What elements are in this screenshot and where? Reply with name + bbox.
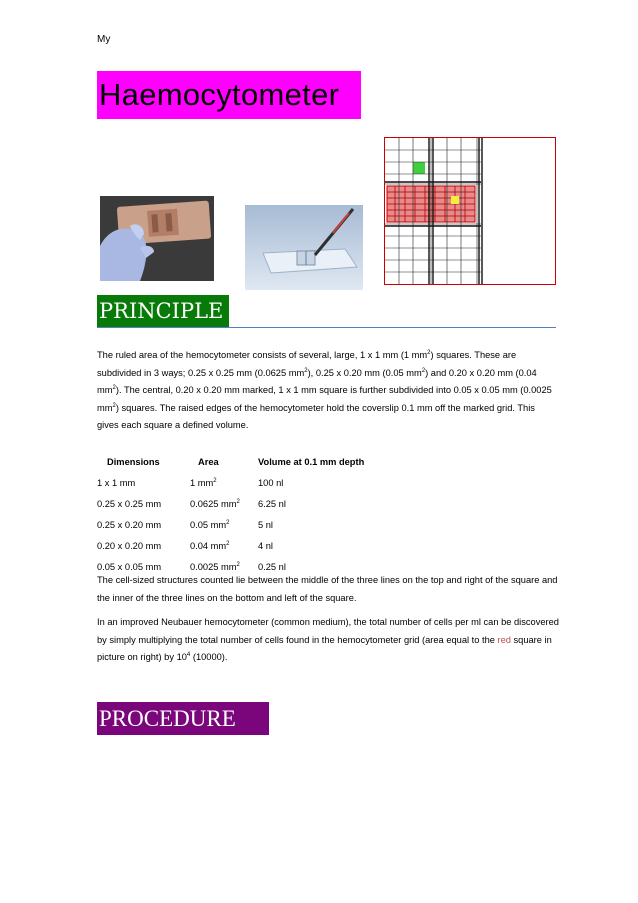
cell-dimensions: 0.25 x 0.25 mm: [97, 498, 162, 509]
document-title: Haemocytometer: [97, 71, 361, 119]
table-header-row: [97, 451, 398, 472]
superscript: 2: [427, 349, 431, 356]
column-header-volume: Volume at 0.1 mm depth: [258, 456, 365, 467]
column-header-area: Area: [198, 456, 219, 467]
cell-count-paragraph: [97, 614, 559, 667]
text-run: ) and 0.20 x 0.20 mm (0.04 mm: [97, 367, 537, 395]
cell-dimensions: 1 x 1 mm: [97, 477, 136, 488]
superscript: 2: [226, 540, 230, 547]
text-run: ), 0.25 x 0.20 mm (0.05 mm: [307, 367, 422, 378]
table-row: [97, 472, 398, 493]
area-text: 0.0025 mm: [190, 561, 237, 572]
superscript: 2: [421, 367, 426, 374]
text-run: In an improved Neubauer hemocytometer (common medium), the total number of cells per ml can be discovered by simply multiplying the total number of cells found in the hemocytometer grid (area equal to the: [97, 617, 559, 645]
counting-rule-paragraph: The cell-sized structures counted lie between the middle of the three lines on the top and right of the square and the inner of the three lines on the bottom and left of the square.: [97, 575, 558, 603]
table-row: [97, 514, 398, 535]
superscript: 2: [213, 477, 217, 484]
cell-volume: 6.25 nl: [258, 498, 286, 509]
text-run: ) squares. These are subdivided in 3 ways; 0.25 x 0.25 mm (0.0625 mm: [97, 350, 517, 378]
table-row: [97, 493, 398, 514]
cell-volume: 4 nl: [258, 540, 273, 551]
area-text: 1 mm: [190, 477, 214, 488]
procedure-heading: PROCEDURE: [97, 702, 269, 735]
superscript: 2: [236, 498, 240, 505]
cell-volume: 0.25 nl: [258, 561, 286, 572]
area-text: 0.05 mm: [190, 519, 227, 530]
text-run: ). The central, 0.20 x 0.20 mm marked, 1 x 1 mm square is further subdivided into 0.05 x 0.05 mm (0.0025 mm: [97, 385, 552, 413]
superscript: 2: [236, 561, 240, 568]
area-text: 0.04 mm: [190, 540, 227, 551]
hemocytometer-grid-diagram: [384, 137, 556, 285]
text-run: ) squares. The raised edges of the hemocytometer hold the coverslip 0.1 mm off the marked grid. This gives each square a defined volume.: [97, 402, 535, 430]
text-run: square in picture on right) by 10: [97, 634, 552, 662]
principle-heading: PRINCIPLE: [97, 295, 229, 327]
page-header-label: My: [97, 34, 111, 45]
text-run: The ruled area of the hemocytometer consists of several, large, 1 x 1 mm (1 mm: [97, 350, 428, 360]
principle-divider: [97, 327, 556, 328]
cell-dimensions: 0.20 x 0.20 mm: [97, 540, 162, 551]
dimensions-table: [97, 451, 398, 577]
red-highlight-text: red: [497, 634, 511, 645]
superscript: 2: [112, 384, 116, 391]
cell-area: [190, 535, 258, 556]
superscript: 2: [226, 519, 230, 526]
cell-dimensions: 0.25 x 0.20 mm: [97, 519, 162, 530]
cell-area: [190, 514, 258, 535]
superscript: 2: [112, 402, 116, 409]
hemocytometer-hand-photo: [100, 196, 214, 281]
cell-area: [190, 472, 258, 493]
principle-paragraph: [97, 347, 559, 435]
area-text: 0.0625 mm: [190, 498, 237, 509]
superscript: 2: [304, 367, 308, 374]
hemocytometer-slide-photo: [245, 205, 363, 290]
table-row: [97, 535, 398, 556]
cell-dimensions: 0.05 x 0.05 mm: [97, 561, 162, 572]
superscript: 4: [186, 651, 191, 658]
text-run: (10000).: [190, 652, 228, 662]
cell-volume: 100 nl: [258, 477, 284, 488]
cell-area: [190, 493, 258, 514]
column-header-dimensions: Dimensions: [107, 456, 160, 467]
cell-volume: 5 nl: [258, 519, 273, 530]
